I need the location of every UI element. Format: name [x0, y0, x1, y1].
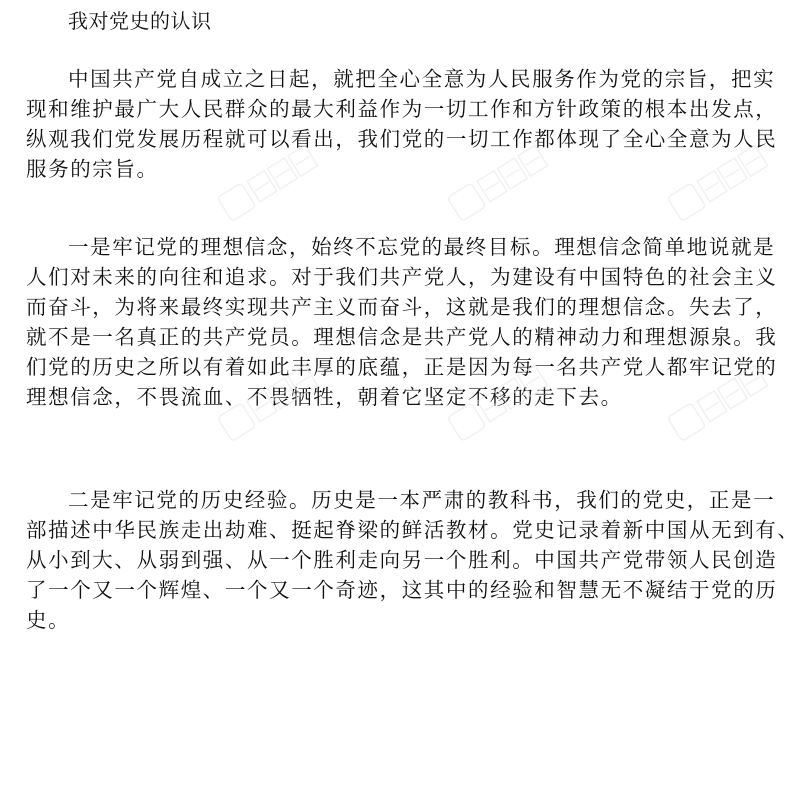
paragraph-line: 了一个又一个辉煌、一个又一个奇迹，这其中的经验和智慧无不凝结于党的历 [26, 578, 778, 602]
paragraph-line: 从小到大、从弱到强、从一个胜利走向另一个胜利。中国共产党带领人民创造 [26, 548, 778, 572]
paragraph-line: 一是牢记党的理想信念，始终不忘党的最终目标。理想信念简单地说就是 [68, 235, 776, 259]
paragraph-line: 就不是一名真正的共产党员。理想信念是共产党人的精神动力和理想源泉。我 [26, 325, 778, 349]
paragraph-line: 纵观我们党发展历程就可以看出，我们党的一切工作都体现了全心全意为人民 [26, 127, 778, 151]
paragraph-line: 们党的历史之所以有着如此丰厚的底蕴，正是因为每一名共产党人都牢记党的 [26, 355, 778, 379]
paragraph-line: 史。 [26, 608, 71, 632]
paragraph-line: 中国共产党自成立之日起，就把全心全意为人民服务作为党的宗旨，把实 [68, 67, 776, 91]
paragraph-line: 部描述中华民族走出劫难、挺起脊梁的鲜活教材。党史记录着新中国从无到有、 [26, 518, 800, 542]
paragraph-line: 人们对未来的向往和追求。对于我们共产党人，为建设有中国特色的社会主义 [26, 265, 778, 289]
paragraph-2 [26, 232, 778, 412]
paragraph-line: 而奋斗，为将来最终实现共产主义而奋斗，这就是我们的理想信念。失去了， [26, 295, 778, 319]
paragraph-line: 服务的宗旨。 [26, 157, 159, 181]
paragraph-line: 理想信念，不畏流血、不畏牺牲，朝着它坚定不移的走下去。 [26, 385, 623, 409]
paragraph-1 [26, 64, 778, 184]
paragraph-line: 现和维护最广大人民群众的最大利益作为一切工作和方针政策的根本出发点， [26, 97, 778, 121]
document-title: 我对党史的认识 [68, 9, 212, 33]
paragraph-line: 二是牢记党的历史经验。历史是一本严肃的教科书，我们的党史，正是一 [68, 488, 776, 512]
paragraph-3 [26, 485, 800, 635]
